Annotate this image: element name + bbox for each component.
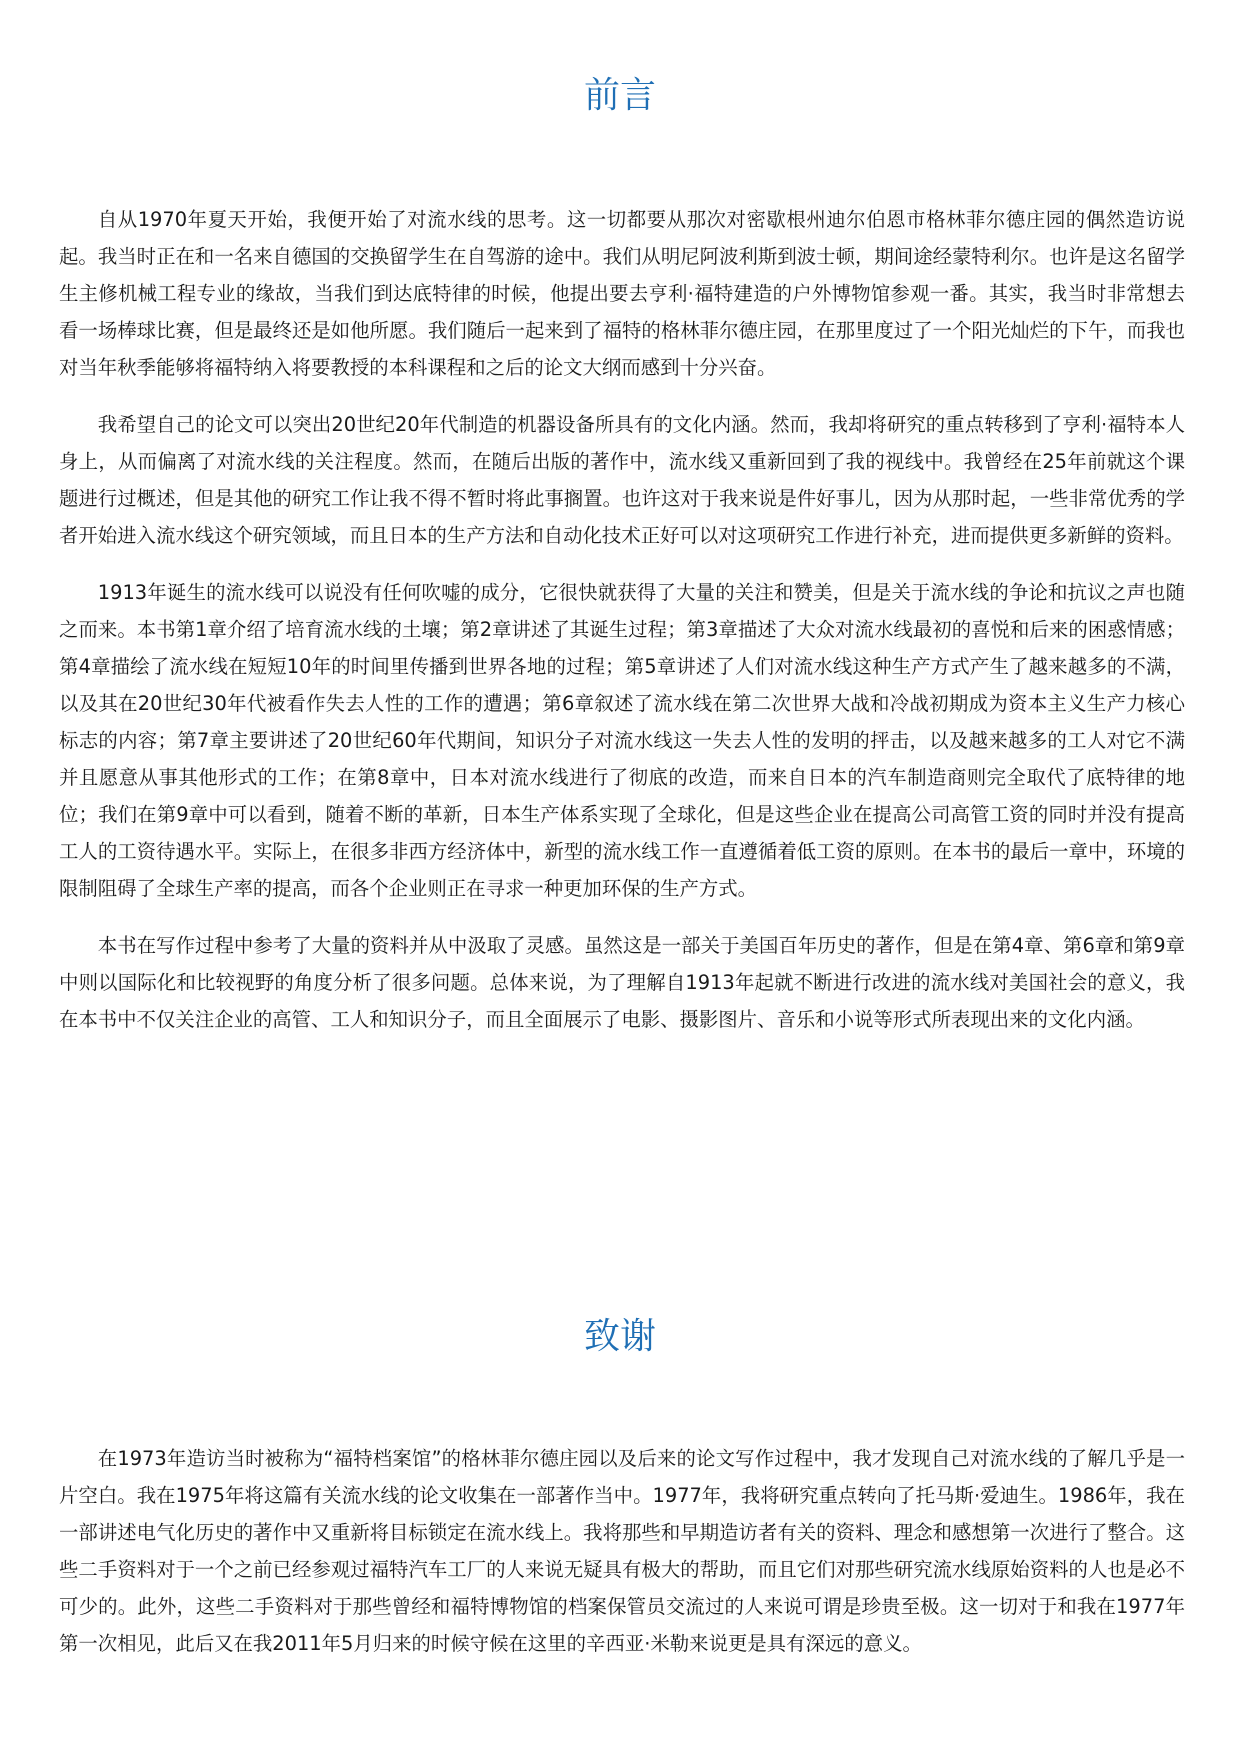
preface-body xyxy=(59,201,1185,1058)
preface-title: 前言 xyxy=(583,75,656,116)
preface-paragraph-3: 1913年诞生的流水线可以说没有任何吹嘘的成分，它很快就获得了大量的关注和赞美，但是关于流水线的争论和抗议之声也随之而来。本书第1章介绍了培育流水线的土壤；第2章讲述了其诞生过程；第3章描述了大众对流水线最初的喜悦和后来的困惑情感；第4章描绘了流水线在短短10年的时间里传播到世界各地的过程；第5章讲述了人们对流水线这种生产方式产生了越来越多的不满，以及其在20世纪30年代被看作失去人性的工作的遭遇；第6章叙述了流水线在第二次世界大战和冷战初期成为资本主义生产力核心标志的内容；第7章主要讲述了20世纪60年代期间，知识分子对流水线这一失去人性的发明的抨击，以及越来越多的工人对它不满并且愿意从事其他形式的工作；在第8章中，日本对流水线进行了彻底的改造，而来自日本的汽车制造商则完全取代了底特律的地位；我们在第9章中可以看到，随着不断的革新，日本生产体系实现了全球化，但是这些企业在提高公司高管工资的同时并没有提高工人的工资待遇水平。实际上，在很多非西方经济体中，新型的流水线工作一直遵循着低工资的原则。在本书的最后一章中，环境的限制阻碍了全球生产率的提高，而各个企业则正在寻求一种更加环保的生产方式。 xyxy=(59,581,1185,900)
acknowledgements-paragraph-1: 在1973年造访当时被称为“福特档案馆”的格林菲尔德庄园以及后来的论文写作过程中，我才发现自己对流水线的了解几乎是一片空白。我在1975年将这篇有关流水线的论文收集在一部著作当中。1977年，我将研究重点转向了托马斯·爱迪生。1986年，我在一部讲述电气化历史的著作中又重新将目标锁定在流水线上。我将那些和早期造访者有关的资料、理念和感想第一次进行了整合。这些二手资料对于一个之前已经参观过福特汽车工厂的人来说无疑具有极大的帮助，而且它们对那些研究流水线原始资料的人也是必不可少的。此外，这些二手资料对于那些曾经和福特博物馆的档案保管员交流过的人来说可谓是珍贵至极。这一切对于和我在1977年第一次相见，此后又在我2011年5月归来的时候守候在这里的辛西亚·米勒来说更是具有深远的意义。 xyxy=(59,1447,1185,1655)
acknowledgements-title: 致谢 xyxy=(583,1316,656,1357)
preface-paragraph-1: 自从1970年夏天开始，我便开始了对流水线的思考。这一切都要从那次对密歇根州迪尔伯恩市格林菲尔德庄园的偶然造访说起。我当时正在和一名来自德国的交换留学生在自驾游的途中。我们从明尼阿波利斯到波士顿，期间途经蒙特利尔。也许是这名留学生主修机械工程专业的缘故，当我们到达底特律的时候，他提出要去亨利·福特建造的户外博物馆参观一番。其实，我当时非常想去看一场棒球比赛，但是最终还是如他所愿。我们随后一起来到了福特的格林菲尔德庄园，在那里度过了一个阳光灿烂的下午，而我也对当年秋季能够将福特纳入将要教授的本科课程和之后的论文大纲而感到十分兴奋。 xyxy=(59,208,1185,379)
acknowledgements-body xyxy=(59,1440,1185,1682)
preface-paragraph-4: 本书在写作过程中参考了大量的资料并从中汲取了灵感。虽然这是一部关于美国百年历史的著作，但是在第4章、第6章和第9章中则以国际化和比较视野的角度分析了很多问题。总体来说，为了理解自1913年起就不断进行改进的流水线对美国社会的意义，我在本书中不仅关注企业的高管、工人和知识分子，而且全面展示了电影、摄影图片、音乐和小说等形式所表现出来的文化内涵。 xyxy=(59,934,1185,1031)
preface-paragraph-2: 我希望自己的论文可以突出20世纪20年代制造的机器设备所具有的文化内涵。然而，我却将研究的重点转移到了亨利·福特本人身上，从而偏离了对流水线的关注程度。然而，在随后出版的著作中，流水线又重新回到了我的视线中。我曾经在25年前就这个课题进行过概述，但是其他的研究工作让我不得不暂时将此事搁置。也许这对于我来说是件好事儿，因为从那时起，一些非常优秀的学者开始进入流水线这个研究领域，而且日本的生产方法和自动化技术正好可以对这项研究工作进行补充，进而提供更多新鲜的资料。 xyxy=(59,413,1185,547)
